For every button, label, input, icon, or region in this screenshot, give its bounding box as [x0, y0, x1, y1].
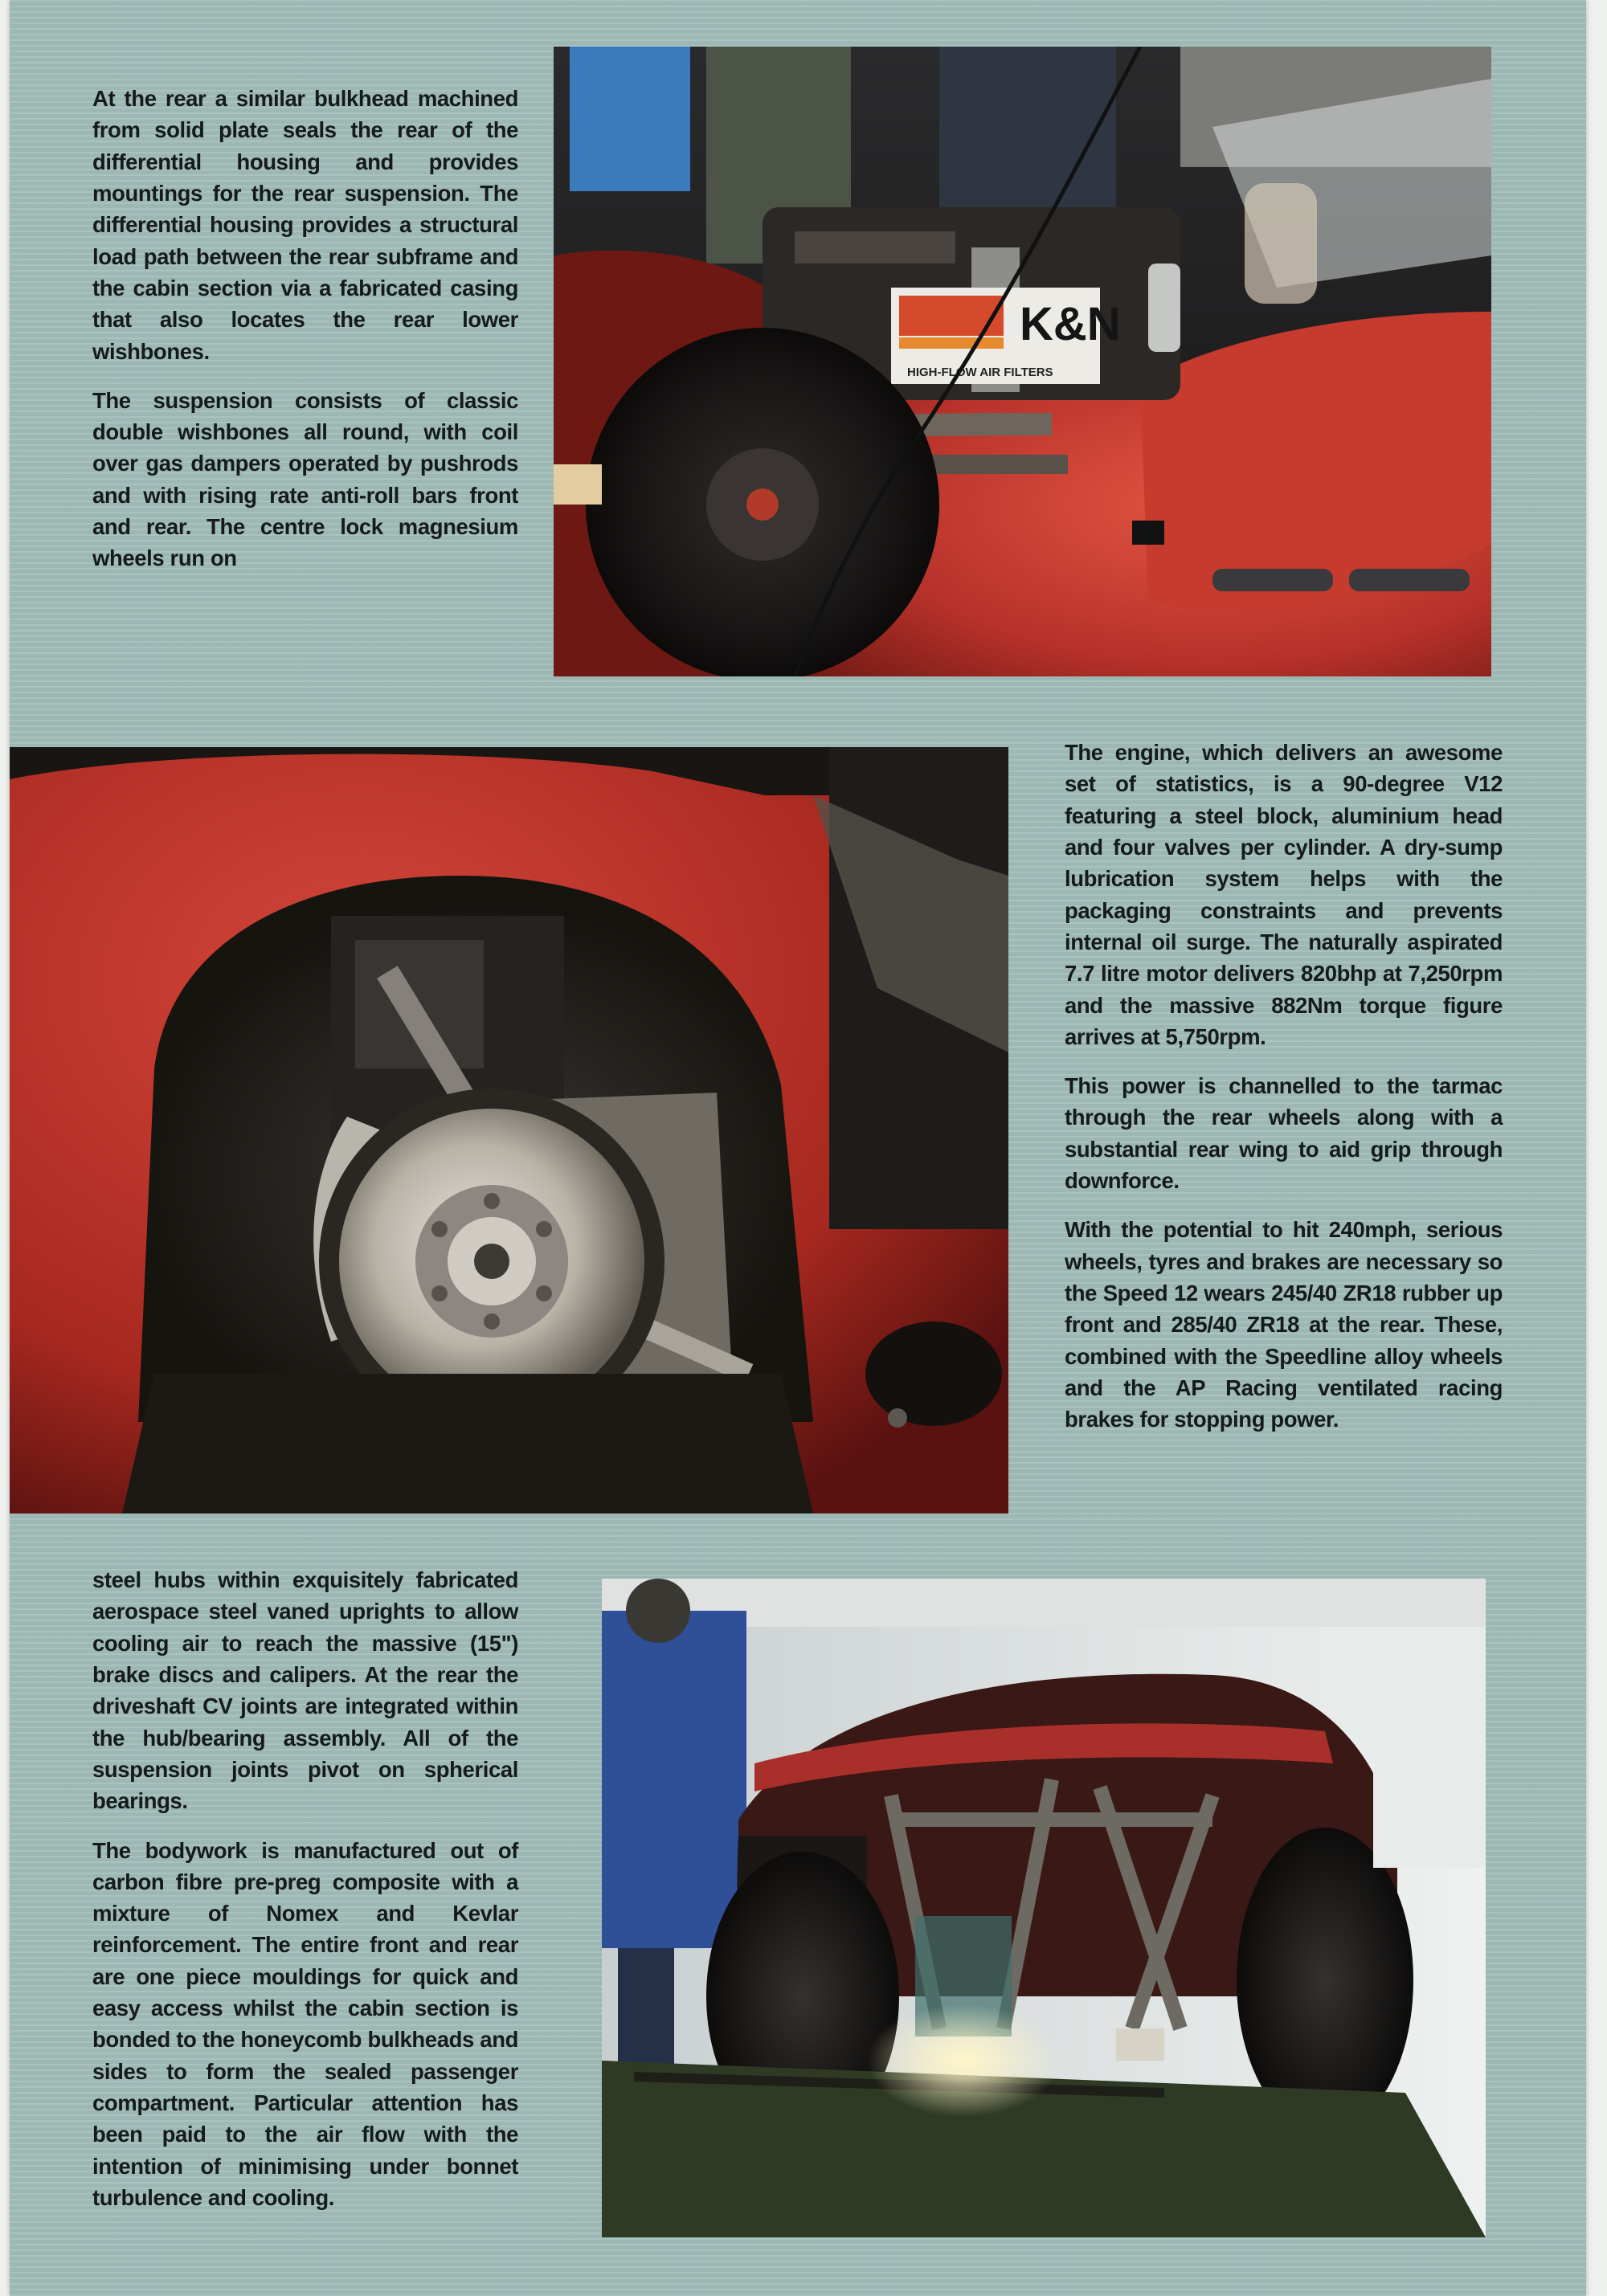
paragraph-bodywork: The bodywork is manufactured out of carbon fibre pre-preg composite with a mixture of Nomex and Kevlar reinforcement. The entire front and rear are one piece mouldings for quick and easy access whilst the cabin section is bonded to the honeycomb bulkheads and sides to form the sealed passenger compartment. Particular attention has been paid to the air flow with the intention of minimising under bonnet turbulence and cooling.: [92, 1837, 518, 2210]
magazine-page: [10, 0, 1586, 2296]
paragraph-hubs-uprights: steel hubs within exquisitely fabricated aerospace steel vaned uprights to allow cooling air to reach the massive (15") brake discs and calipers. At the rear the driveshaft CV joints are integrated within the hub/bearing assembly. All of the suspension joints pivot on spherical bearings.: [92, 1567, 518, 1814]
paragraph-power: This power is channelled to the tarmac through the rear wheels along with a substantial rear wing to aid grip through downforce.: [1065, 1073, 1503, 1194]
text-column-middle-right: [1065, 737, 1503, 1453]
wheel-hub-photo: [10, 747, 1008, 1514]
text-column-bottom-left: [92, 1564, 518, 2231]
engine-bay-photo: [554, 47, 1491, 676]
text-column-top-left: [92, 83, 518, 592]
paragraph-suspension: The suspension consists of classic double wishbones all round, with coil over gas dampers operated by pushrods and with rising rate anti-roll bars front and rear. The centre lock magnesium wheels run on: [92, 387, 518, 571]
paragraph-engine: The engine, which delivers an awesome set of statistics, is a 90-degree V12 featuring a steel block, aluminium head and four valves per cylinder. A dry-sump lubrication system helps with the packaging constraints and prevents internal oil surge. The naturally aspirated 7.7 litre motor delivers 820bhp at 7,250rpm and the massive 882Nm torque figure arrives at 5,750rpm.: [1065, 740, 1503, 1049]
k-and-n-logo: K&N: [1020, 298, 1121, 350]
paragraph-rear-bulkhead: At the rear a similar bulkhead machined from solid plate seals the rear of the differential housing and provides mountings for the rear suspension. The differential housing provides a structural load path between the rear subframe and the cabin section via a fabricated casing that also locates the rear lower wishbones.: [92, 86, 518, 364]
rear-view-photo: [602, 1579, 1486, 2237]
paragraph-wheels-tyres: With the potential to hit 240mph, serious wheels, tyres and brakes are necessary so the Speed 12 wears 245/40 ZR18 rubber up front and 285/40 ZR18 at the rear. These, combined with the Speedline alloy wheels and the AP Racing ventilated racing brakes for stopping power.: [1065, 1217, 1503, 1432]
air-filter-label: HIGH-FLOW AIR FILTERS: [907, 366, 1053, 379]
